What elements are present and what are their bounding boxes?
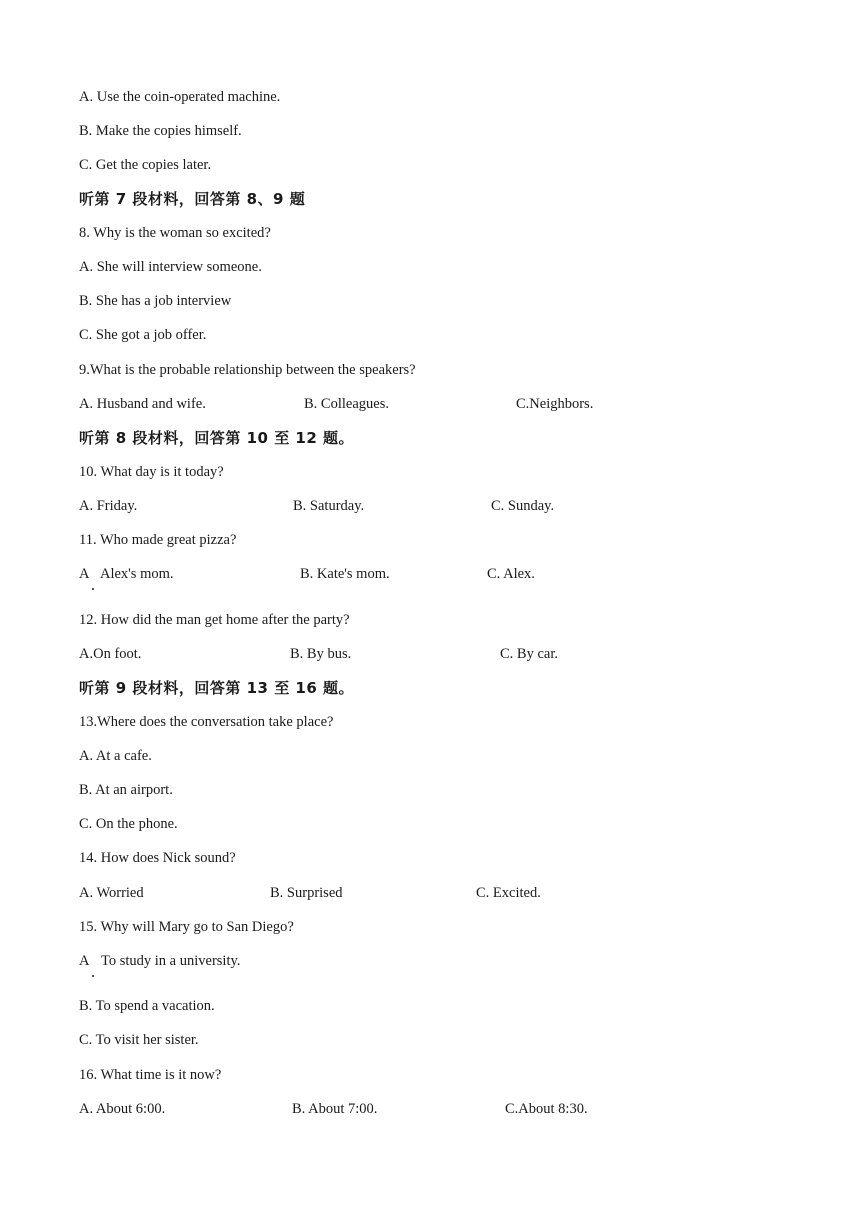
question-15-option-c: C. To visit her sister.	[79, 1032, 199, 1048]
section-heading-7: 听第 7 段材料，回答第 8、9 题	[79, 190, 306, 208]
question-8-option-a: A. She will interview someone.	[79, 259, 262, 275]
question-12-option-c: C. By car.	[500, 646, 558, 662]
question-8-option-b: B. She has a job interview	[79, 293, 232, 309]
question-11: 11. Who made great pizza?	[79, 532, 237, 548]
question-16: 16. What time is it now?	[79, 1067, 222, 1083]
question-9-option-b: B. Colleagues.	[304, 396, 389, 412]
question-16-option-b: B. About 7:00.	[292, 1101, 378, 1117]
question-11-option-a: Alex's mom.	[100, 566, 174, 582]
section-heading-8: 听第 8 段材料，回答第 10 至 12 题。	[79, 429, 355, 447]
question-15-option-a: To study in a university.	[101, 953, 241, 969]
stray-dot	[92, 588, 94, 590]
question-11-option-a-letter: A	[79, 566, 90, 582]
stray-dot	[92, 975, 94, 977]
question-16-option-a: A. About 6:00.	[79, 1101, 166, 1117]
question-9-option-a: A. Husband and wife.	[79, 396, 206, 412]
question-11-option-b: B. Kate's mom.	[300, 566, 390, 582]
option-a: A. Use the coin-operated machine.	[79, 89, 281, 105]
question-13-option-b: B. At an airport.	[79, 782, 173, 798]
question-11-option-c: C. Alex.	[487, 566, 535, 582]
question-9-option-c: C.Neighbors.	[516, 396, 594, 412]
question-15-option-a-letter: A	[79, 953, 90, 969]
question-9: 9.What is the probable relationship between the speakers?	[79, 362, 416, 378]
question-10-option-b: B. Saturday.	[293, 498, 365, 514]
question-13-option-a: A. At a cafe.	[79, 748, 152, 764]
question-14-option-b: B. Surprised	[270, 885, 343, 901]
question-12-option-b: B. By bus.	[290, 646, 352, 662]
question-10-option-a: A. Friday.	[79, 498, 138, 514]
question-8-option-c: C. She got a job offer.	[79, 327, 207, 343]
question-12-option-a: A.On foot.	[79, 646, 142, 662]
question-14: 14. How does Nick sound?	[79, 850, 236, 866]
question-15: 15. Why will Mary go to San Diego?	[79, 919, 294, 935]
question-10: 10. What day is it today?	[79, 464, 224, 480]
question-10-option-c: C. Sunday.	[491, 498, 555, 514]
option-b: B. Make the copies himself.	[79, 123, 242, 139]
question-8: 8. Why is the woman so excited?	[79, 225, 271, 241]
question-14-option-a: A. Worried	[79, 885, 144, 901]
question-14-option-c: C. Excited.	[476, 885, 541, 901]
question-13-option-c: C. On the phone.	[79, 816, 178, 832]
question-16-option-c: C.About 8:30.	[505, 1101, 588, 1117]
question-12: 12. How did the man get home after the party?	[79, 612, 350, 628]
section-heading-9: 听第 9 段材料，回答第 13 至 16 题。	[79, 679, 355, 697]
question-15-option-b: B. To spend a vacation.	[79, 998, 215, 1014]
option-c: C. Get the copies later.	[79, 157, 212, 173]
question-13: 13.Where does the conversation take place?	[79, 714, 334, 730]
